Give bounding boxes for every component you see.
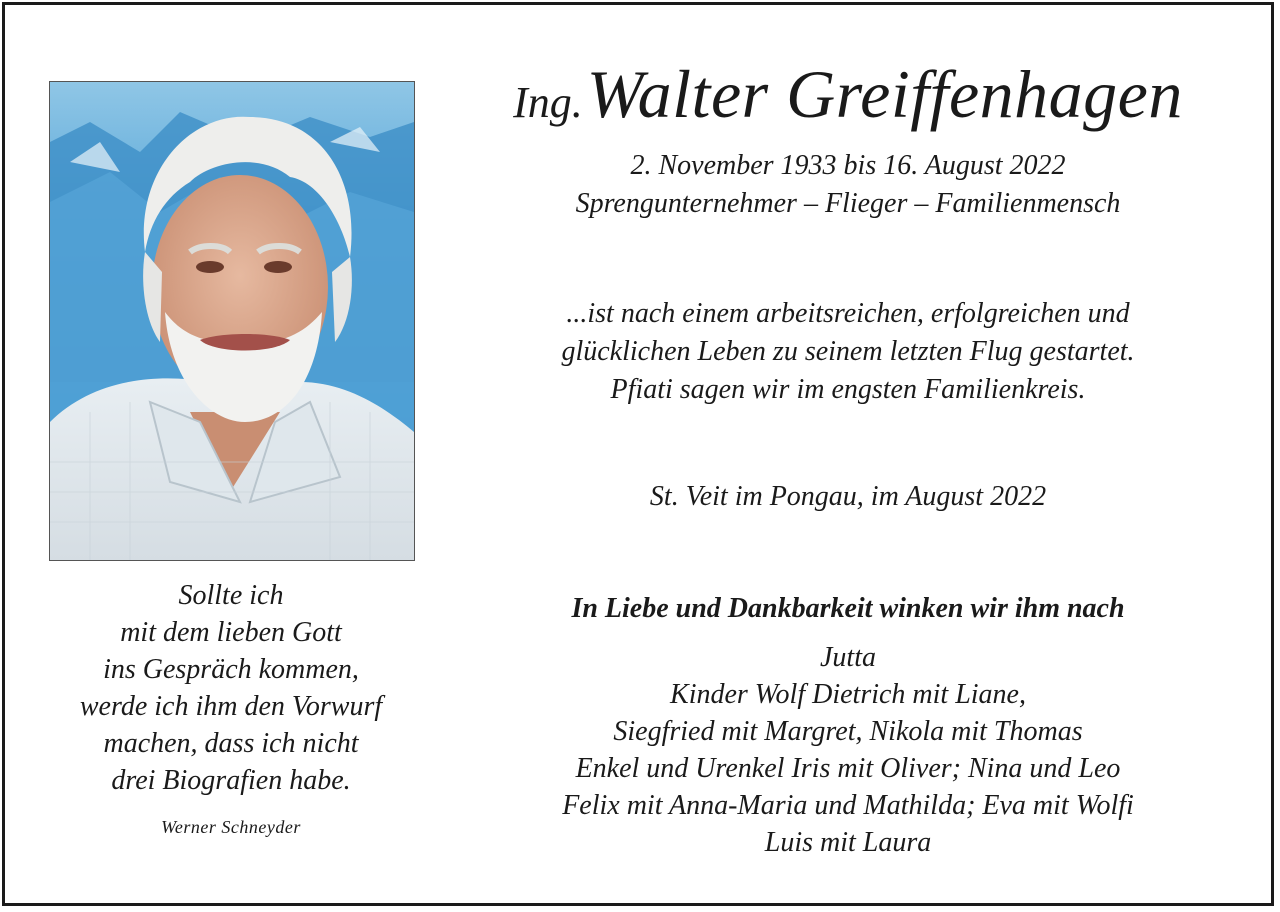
poem-line: ins Gespräch kommen, bbox=[103, 654, 359, 685]
family-line: Enkel und Urenkel Iris mit Oliver; Nina und Leo bbox=[575, 753, 1121, 784]
family-line: Jutta bbox=[820, 642, 876, 673]
announcement-message bbox=[445, 295, 1251, 409]
message-line: ...ist nach einem arbeitsreichen, erfolgreichen und bbox=[566, 298, 1130, 329]
message-line: Pfiati sagen wir im engsten Familienkreis. bbox=[610, 374, 1086, 405]
name-title-prefix: Ing. bbox=[513, 78, 583, 127]
message-line: glücklichen Leben zu seinem letzten Flug gestartet. bbox=[561, 336, 1135, 367]
thanks-heading: In Liebe und Dankbarkeit winken wir ihm nach bbox=[571, 593, 1125, 624]
obituary-card bbox=[2, 2, 1274, 906]
place-and-date: St. Veit im Pongau, im August 2022 bbox=[649, 481, 1047, 512]
life-dates-block bbox=[445, 147, 1251, 223]
family-list bbox=[445, 639, 1251, 861]
family-line: Kinder Wolf Dietrich mit Liane, bbox=[670, 679, 1026, 710]
deceased-name bbox=[445, 55, 1251, 134]
family-line: Felix mit Anna-Maria und Mathilda; Eva mit Wolfi bbox=[562, 790, 1134, 821]
poem-author: Werner Schneyder bbox=[161, 817, 301, 837]
poem-line: machen, dass ich nicht bbox=[103, 728, 359, 759]
poem-line: werde ich ihm den Vorwurf bbox=[79, 691, 383, 722]
family-line: Luis mit Laura bbox=[764, 827, 932, 858]
portrait-photo bbox=[49, 81, 415, 561]
poem-line: Sollte ich bbox=[178, 580, 284, 611]
poem-line: drei Biografien habe. bbox=[111, 765, 351, 796]
family-line: Siegfried mit Margret, Nikola mit Thomas bbox=[613, 716, 1083, 747]
life-roles: Sprengunternehmer – Flieger – Familienmensch bbox=[575, 188, 1121, 219]
poem-quote bbox=[25, 577, 437, 799]
poem-line: mit dem lieben Gott bbox=[120, 617, 342, 648]
portrait-illustration bbox=[50, 82, 414, 560]
life-dates: 2. November 1933 bis 16. August 2022 bbox=[630, 150, 1066, 181]
name-full: Walter Greiffenhagen bbox=[586, 56, 1183, 132]
